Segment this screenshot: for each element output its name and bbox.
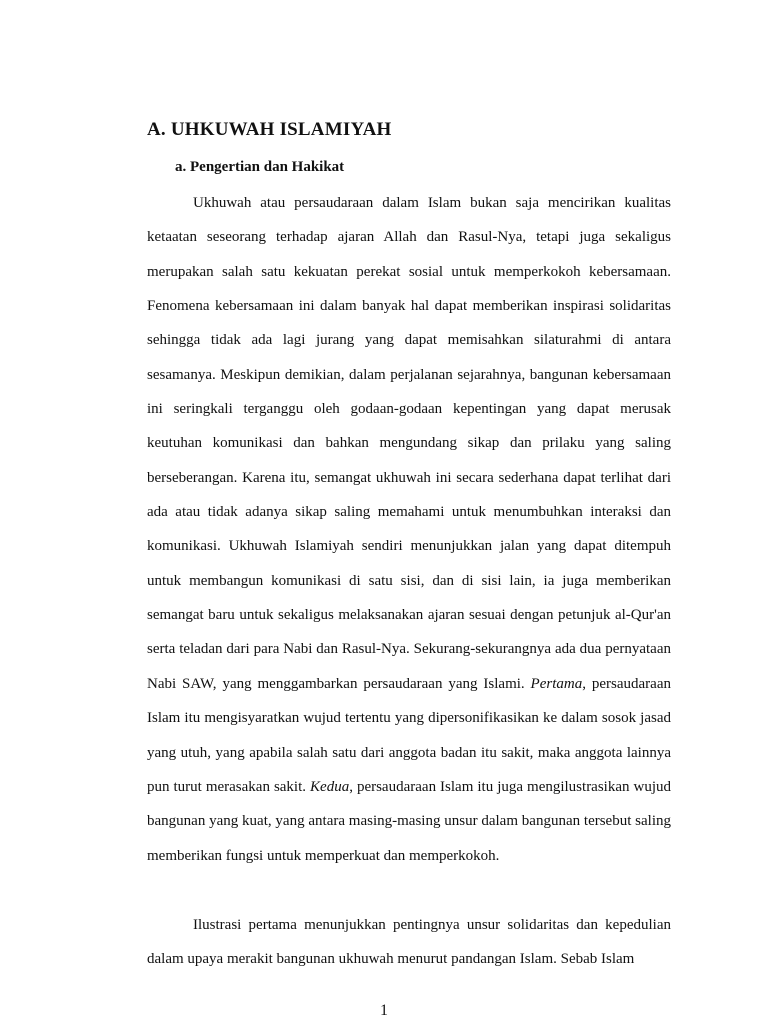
- paragraph-1-text-c: , persaudaraan Islam itu juga mengilustrasikan wujud bangunan yang kuat, yang antara masing-masing unsur dalam bangunan tersebut saling memberikan fungsi untuk memperkuat dan memperkokoh.: [147, 778, 671, 864]
- body-paragraph-2: Ilustrasi pertama menunjukkan pentingnya unsur solidaritas dan kepedulian dalam upaya merakit bangunan ukhuwah menurut pandangan Islam. Sebab Islam: [147, 917, 671, 968]
- section-heading: A. UHKUWAH ISLAMIYAH: [147, 119, 392, 140]
- paragraph-1-italic-pertama: Pertama: [530, 675, 583, 692]
- subsection-heading: a. Pengertian dan Hakikat: [175, 159, 345, 175]
- body-paragraph-1: [147, 186, 671, 873]
- paragraph-1-text-b: , persaudaraan Islam itu mengisyaratkan wujud tertentu yang dipersonifikasikan ke dalam sosok jasad yang utuh, yang apabila salah satu dari anggota badan itu sakit, maka anggota lainnya pun turut merasakan sakit.: [147, 675, 671, 795]
- paragraph-1-italic-kedua: Kedua: [310, 778, 350, 795]
- paragraph-1-text-a: Ukhuwah atau persaudaraan dalam Islam bukan saja mencirikan kualitas ketaatan seseorang terhadap ajaran Allah dan Rasul-Nya, tetapi juga sekaligus merupakan salah satu kekuatan perekat sosial untuk memperkokoh kebersamaan. Fenomena kebersamaan ini dalam banyak hal dapat memberikan inspirasi solidaritas sehingga tidak ada lagi jurang yang dapat memisahkan silaturahmi di antara sesamanya. Meskipun demikian, dalam perjalanan sejarahnya, bangunan kebersamaan ini seringkali terganggu oleh godaan-godaan kepentingan yang dapat merusak keutuhan komunikasi dan bahkan mengundang sikap dan prilaku yang saling berseberangan. Karena itu, semangat ukhuwah ini secara sederhana dapat terlihat dari ada atau tidak adanya sikap saling memahami untuk menumbuhkan interaksi dan komunikasi. Ukhuwah Islamiyah sendiri menunjukkan jalan yang dapat ditempuh untuk membangun komunikasi di satu sisi, dan di sisi lain, ia juga memberikan semangat baru untuk sekaligus melaksanakan ajaran sesuai dengan petunjuk al-Qur'an serta teladan dari para Nabi dan Rasul-Nya. Sekurang-sekurangnya ada dua pernyataan Nabi SAW, yang menggambarkan persaudaraan yang Islami.: [147, 195, 671, 692]
- page-number: 1: [380, 1002, 388, 1019]
